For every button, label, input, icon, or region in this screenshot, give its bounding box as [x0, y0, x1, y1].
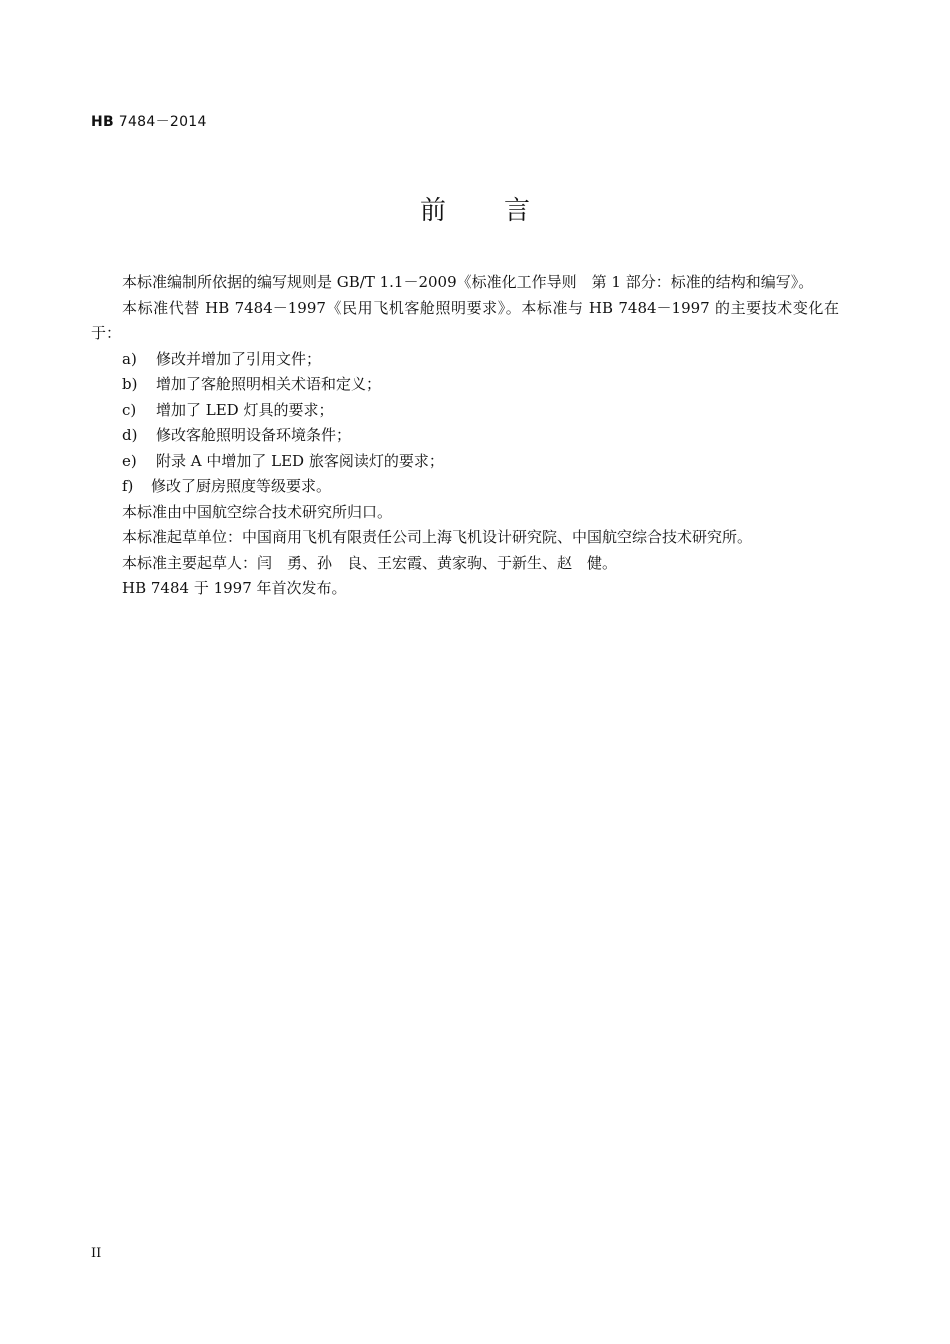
list-marker: a) — [122, 349, 137, 368]
standard-prefix: HB — [91, 114, 114, 130]
title-char-1: 前 — [419, 196, 446, 226]
paragraph-responsible-org: 本标准由中国航空综合技术研究所归口。 — [122, 502, 393, 521]
title-char-2: 言 — [504, 196, 531, 226]
list-item-text: 修改并增加了引用文件； — [156, 349, 322, 368]
page-title — [0, 190, 950, 227]
list-item-text: 增加了客舱照明相关术语和定义； — [156, 375, 382, 393]
list-item — [91, 449, 839, 475]
foreword-body — [91, 270, 839, 602]
list-item-text: 修改客舱照明设备环境条件； — [156, 426, 352, 444]
paragraph-first-release: HB 7484 于 1997 年首次发布。 — [122, 579, 347, 597]
document-code — [91, 111, 207, 131]
list-item-text: 附录 A 中增加了 LED 旅客阅读灯的要求； — [156, 451, 444, 470]
paragraph-replacement: 本标准代替 HB 7484－1997《民用飞机客舱照明要求》。本标准与 HB 7484－1997 的主要技术变化在于： — [91, 298, 839, 342]
list-marker: c) — [122, 400, 137, 419]
standard-number: 7484－2014 — [118, 114, 207, 130]
list-marker: d) — [122, 426, 138, 444]
paragraph-drafting-rules: 本标准编制所依据的编写规则是 GB/T 1.1－2009《标准化工作导则 第 1 部分：标准的结构和编写》。 — [122, 273, 814, 291]
list-item — [91, 398, 839, 424]
list-marker: b) — [122, 375, 138, 393]
list-item — [91, 347, 839, 373]
list-item — [91, 372, 839, 398]
paragraph-drafters: 本标准主要起草人：闫 勇、孙 良、王宏霞、黄家驹、于新生、赵 健。 — [122, 553, 618, 572]
page-number: II — [91, 1246, 102, 1261]
list-marker: f) — [122, 477, 134, 495]
list-item-text: 增加了 LED 灯具的要求； — [156, 400, 334, 419]
list-marker: e) — [122, 451, 137, 470]
list-item — [91, 474, 839, 500]
list-item — [91, 423, 839, 449]
paragraph-drafting-units: 本标准起草单位：中国商用飞机有限责任公司上海飞机设计研究院、中国航空综合技术研究所。 — [122, 528, 753, 546]
list-item-text: 修改了厨房照度等级要求。 — [151, 477, 332, 495]
